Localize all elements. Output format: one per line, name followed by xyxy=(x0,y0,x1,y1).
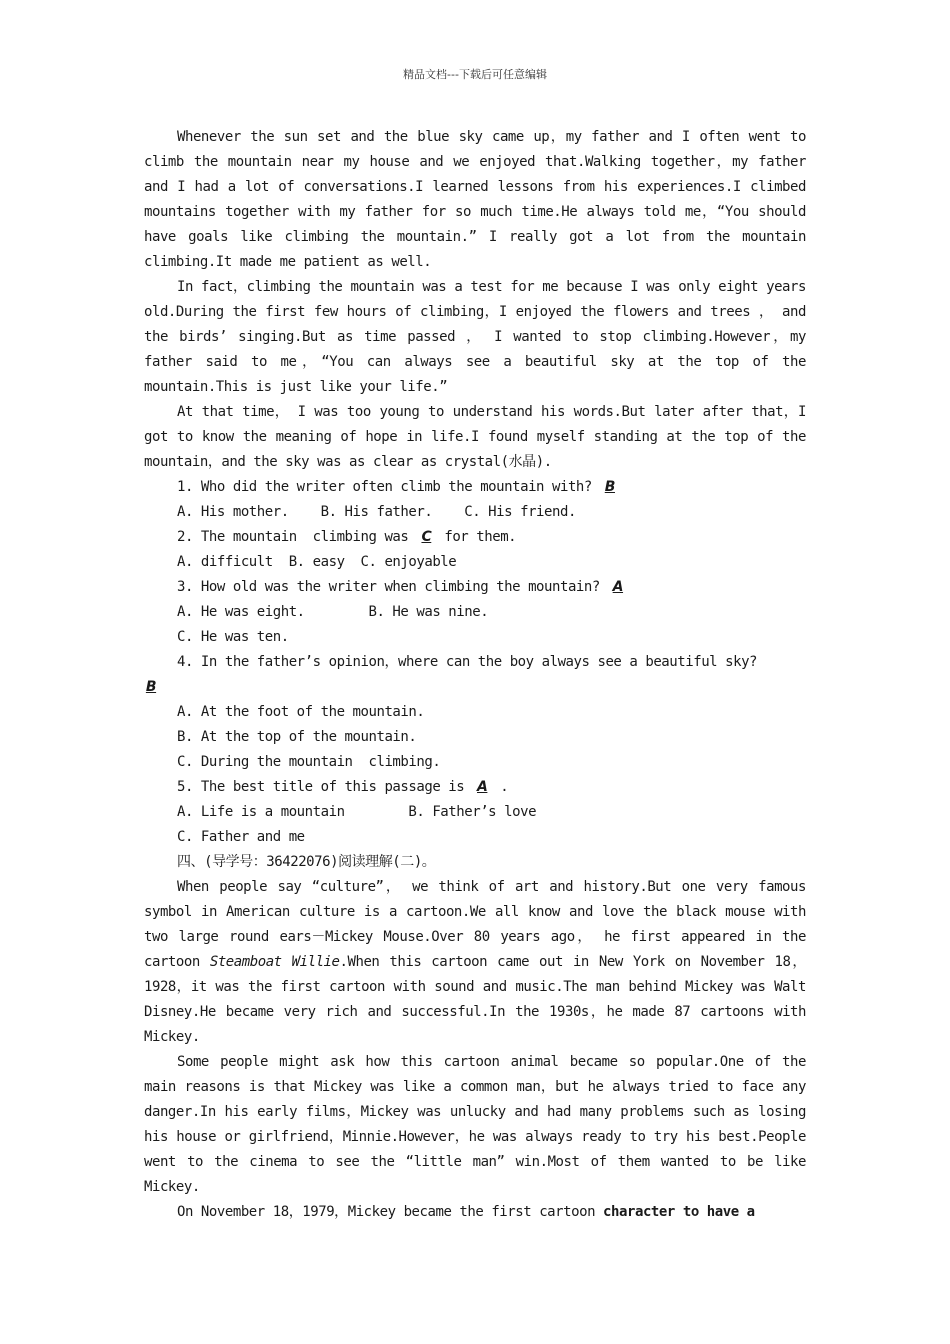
passage2-p3-text-a: On November 18，1979，Mickey became the first cartoon xyxy=(177,1204,604,1220)
question-2-text-before: 2. The mountain climbing was xyxy=(177,529,417,545)
section-4-heading: 四、(导学号：36422076)阅读理解(二)。 xyxy=(177,854,436,870)
question-5-text-before: 5. The best title of this passage is xyxy=(177,779,473,795)
question-2-answer: C xyxy=(421,529,432,545)
passage1-paragraph-1: Whenever the sun set and the blue sky came up，my father and I often went to climb the mountain near my house and we enjoyed that.Walking together，my father and I had a lot of conversations.I learned lessons from his experiences.I climbed mountains together with my father for so much time.He always told me，“You should have goals like climbing the mountain.” I really got a lot from the mountain climbing.It made me patient as well. xyxy=(144,129,806,270)
passage2-p1-text-a: When people say “culture”， we think of art and history.But one very famous symbol in American culture is a cartoon.We all know and love the black mouse with two large round ears－Mickey Mouse.Over 80 years ago， he first appeared in the cartoon xyxy=(144,879,806,970)
question-4-answer-line xyxy=(144,675,806,700)
question-5 xyxy=(144,775,806,800)
question-2 xyxy=(144,525,806,550)
question-4-answer: B xyxy=(145,679,157,695)
question-5-options-line-2: C. Father and me xyxy=(177,829,305,845)
document-body xyxy=(144,125,806,1225)
passage2-paragraph-2: Some people might ask how this cartoon animal became so popular.One of the main reasons is that Mickey was like a common man，but he always tried to face any danger.In his early films，Mickey was unlucky and had many problems such as losing his house or girlfriend，Minnie.However，he was always ready to try his best.People went to the cinema to see the “little man” win.Most of them wanted to be like Mickey. xyxy=(144,1054,806,1195)
question-4-option-a: A. At the foot of the mountain. xyxy=(177,704,425,720)
question-1-text: 1. Who did the writer often climb the mountain with? xyxy=(177,479,600,495)
question-3-options-line-1: A. He was eight. B. He was nine. xyxy=(177,604,489,620)
question-3-answer: A xyxy=(612,579,624,595)
passage2-p3-text-bold: character to have a xyxy=(603,1204,755,1220)
question-1-options: A. His mother. B. His father. C. His friend. xyxy=(177,504,576,520)
question-4-option-c: C. During the mountain climbing. xyxy=(177,754,441,770)
question-3-text: 3. How old was the writer when climbing the mountain? xyxy=(177,579,608,595)
question-2-options: A. difficult B. easy C. enjoyable xyxy=(177,554,457,570)
page-header: 精品文档---下载后可任意编辑 xyxy=(403,68,547,81)
passage1-paragraph-3: At that time， I was too young to understand his words.But later after that，I got to know the meaning of hope in life.I found myself standing at the top of the mountain，and the sky was as clear as crystal(水晶). xyxy=(144,404,806,470)
passage2-p1-text-b: .When this cartoon came out in New York on November 18，1928，it was the first cartoon with sound and music.The man behind Mickey was Walt Disney.He became very rich and successful.In the 1930s，he made 87 cartoons with Mickey. xyxy=(144,954,806,1045)
question-1-answer: B xyxy=(604,479,615,495)
cartoon-title: Steamboat Willie xyxy=(209,954,340,970)
passage2-paragraph-3 xyxy=(144,1200,806,1225)
passage2-paragraph-1 xyxy=(144,875,806,1050)
question-3 xyxy=(144,575,806,600)
question-2-text-after: for them. xyxy=(436,529,517,545)
question-3-options-line-2: C. He was ten. xyxy=(177,629,289,645)
question-5-options-line-1: A. Life is a mountain B. Father’s love xyxy=(177,804,537,820)
question-1 xyxy=(144,475,806,500)
question-4: 4. In the father’s opinion，where can the boy always see a beautiful sky? xyxy=(177,654,758,670)
passage1-paragraph-2: In fact，climbing the mountain was a test for me because I was only eight years old.During the first few hours of climbing，I enjoyed the flowers and trees ， and the birds’ singing.But as time passed ， I wanted to stop climbing.However，my father said to me，“You can always see a beautiful sky at the top of the mountain.This is just like your life.” xyxy=(144,279,806,395)
question-5-answer: A xyxy=(477,779,488,795)
question-4-option-b: B. At the top of the mountain. xyxy=(177,729,417,745)
question-5-text-after: . xyxy=(492,779,509,795)
